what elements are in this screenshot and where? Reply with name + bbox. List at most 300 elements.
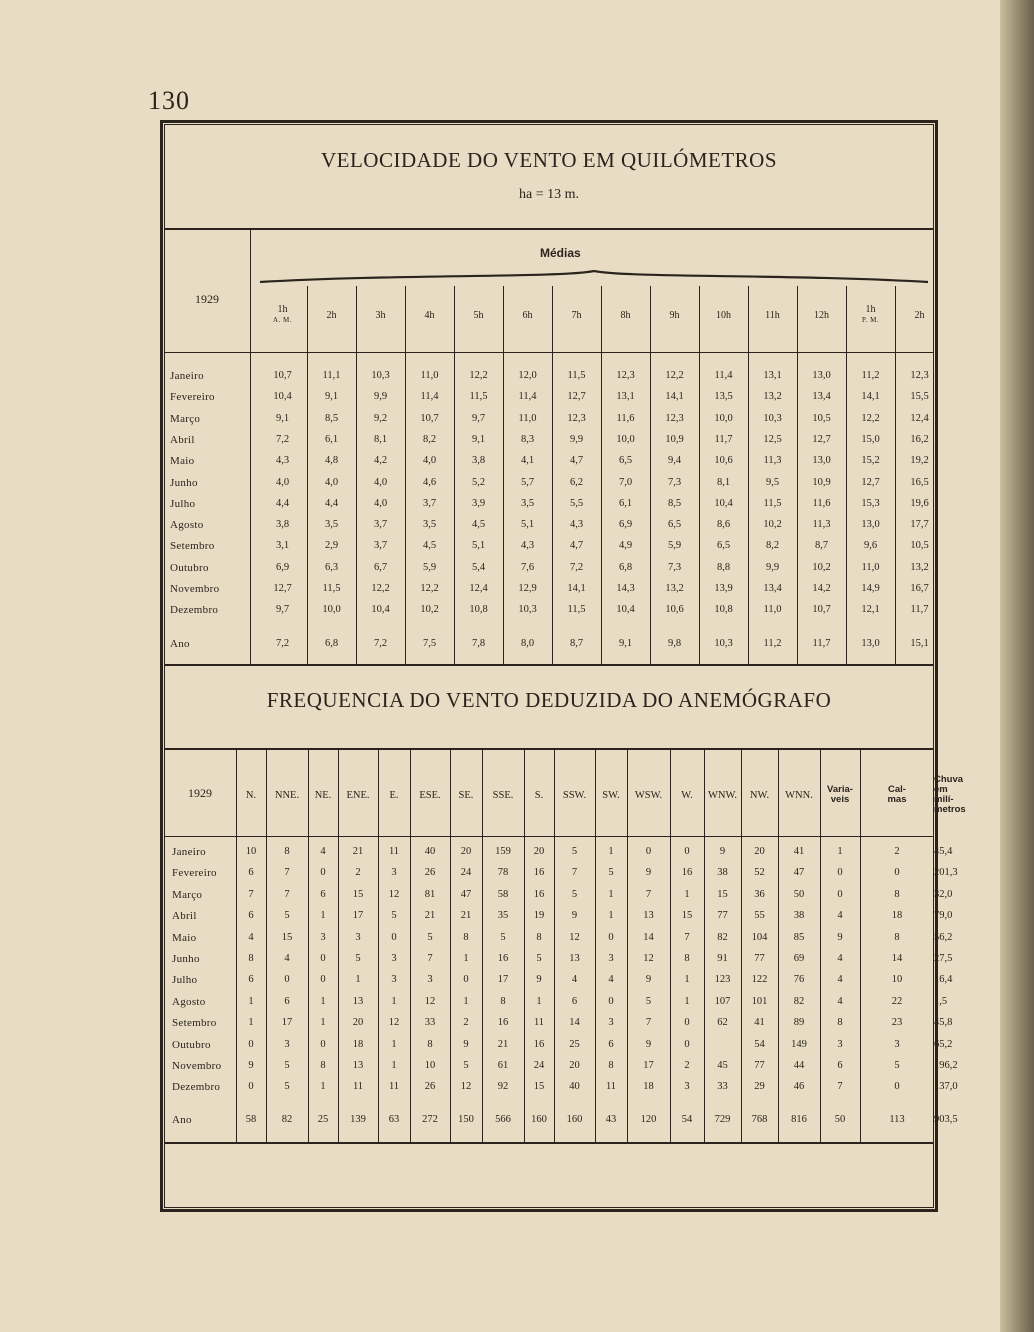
month-label: Novembro xyxy=(170,583,220,595)
velocity-total-cell: 9,8 xyxy=(667,638,682,649)
hour-label: 4h xyxy=(424,310,435,321)
frequency-cell: 82 xyxy=(717,931,728,943)
frequency-cell: 1 xyxy=(684,974,690,986)
frequency-cell: 11 xyxy=(533,1017,545,1029)
month-label: Fevereiro xyxy=(172,867,217,880)
frequency-cell: 5 xyxy=(571,846,578,857)
velocity-cell: 11,5 xyxy=(567,604,586,616)
frequency-total-cell: 903,5 xyxy=(934,1114,958,1125)
frequency-cell: 0 xyxy=(248,1081,254,1093)
velocity-cell: 10,4 xyxy=(616,604,635,616)
velocity-cell: 8,5 xyxy=(324,412,339,424)
medias-label: Médias xyxy=(540,246,581,260)
frequency-cell: 11 xyxy=(352,1081,364,1093)
frequency-cell: 7 xyxy=(284,888,290,900)
velocity-cell: 6,1 xyxy=(618,497,633,509)
velocity-cell: 9,1 xyxy=(324,391,339,403)
velocity-cell: 13,1 xyxy=(763,370,782,381)
frequency-cell: 3 xyxy=(427,974,433,986)
velocity-cell: 7,3 xyxy=(667,476,682,488)
frequency-cell: 1 xyxy=(391,1060,397,1071)
frequency-cell: 81 xyxy=(424,888,436,900)
frequency-cell: 8 xyxy=(320,1060,326,1071)
velocity-cell: 10,3 xyxy=(518,604,537,616)
velocity-cell: 19,6 xyxy=(910,497,929,509)
velocity-cell: 10,8 xyxy=(469,604,488,616)
frequency-year-label: 1929 xyxy=(188,786,212,800)
velocity-cell: 4,4 xyxy=(324,497,339,509)
frequency-cell: 45 xyxy=(717,1060,728,1071)
frequency-cell: 5 xyxy=(391,910,397,922)
frequency-cell: 4 xyxy=(837,995,843,1007)
velocity-cell: 4,7 xyxy=(569,455,584,467)
frequency-cell: 6 xyxy=(248,974,254,986)
frequency-cell: 10 xyxy=(424,1060,436,1071)
frequency-col-header: E. xyxy=(389,790,399,801)
velocity-cell: 6,5 xyxy=(667,519,682,531)
velocity-cell: 12,3 xyxy=(567,412,586,424)
velocity-cell: 4,1 xyxy=(520,455,535,467)
velocity-cell: 8,2 xyxy=(765,540,780,552)
frequency-cell: 0 xyxy=(837,867,843,879)
velocity-cell: 11,5 xyxy=(763,497,782,509)
velocity-cell: 11,7 xyxy=(714,433,733,445)
frequency-cell: 16,4 xyxy=(934,974,953,986)
frequency-col-header: N. xyxy=(245,790,257,801)
frequency-cell: 26 xyxy=(424,867,436,879)
frequency-cell: 0 xyxy=(645,846,652,857)
frequency-cell: 32,0 xyxy=(934,888,953,900)
velocity-cell: 6,3 xyxy=(324,561,339,573)
frequency-cell: 1 xyxy=(608,888,614,900)
velocity-cell: 10,7 xyxy=(812,604,831,616)
frequency-cell: 11 xyxy=(388,846,400,857)
frequency-cell: 17 xyxy=(352,910,364,922)
velocity-cell: 12,4 xyxy=(469,583,488,594)
frequency-cell: 0 xyxy=(608,995,614,1007)
frequency-col-header: ESE. xyxy=(419,790,441,801)
frequency-cell: 6 xyxy=(608,1038,614,1050)
frequency-cell: 1 xyxy=(837,846,843,857)
frequency-cell: 3 xyxy=(608,1017,614,1029)
frequency-cell: 5 xyxy=(427,931,433,943)
frequency-cell: 40 xyxy=(569,1081,580,1093)
frequency-cell: 0 xyxy=(608,931,614,943)
frequency-cell: 38 xyxy=(793,910,805,922)
frequency-cell: 9 xyxy=(248,1060,254,1071)
velocity-cell: 12,5 xyxy=(763,433,782,445)
velocity-cell: 7,2 xyxy=(569,561,584,573)
frequency-col-header: metros xyxy=(934,804,966,815)
velocity-total-cell: 8,0 xyxy=(520,638,535,649)
velocity-cell: 8,8 xyxy=(716,561,731,573)
frequency-col-header: SSE. xyxy=(492,790,514,801)
velocity-cell: 7,3 xyxy=(667,561,682,573)
velocity-cell: 11,0 xyxy=(763,604,782,616)
month-label: Julho xyxy=(170,497,196,510)
frequency-cell: 1 xyxy=(248,1017,254,1029)
frequency-cell: 13 xyxy=(352,1060,364,1071)
frequency-cell: 3 xyxy=(837,1038,843,1050)
velocity-cell: 14,9 xyxy=(861,583,880,594)
frequency-cell: 9 xyxy=(837,931,843,943)
month-label: Março xyxy=(172,888,203,901)
frequency-cell: 1,5 xyxy=(934,995,948,1007)
velocity-cell: 14,1 xyxy=(861,391,880,403)
frequency-col-header: milí- xyxy=(934,794,954,805)
frequency-cell: 5 xyxy=(355,953,361,964)
frequency-cell: 50 xyxy=(793,888,805,900)
frequency-cell: 17 xyxy=(497,974,509,986)
frequency-cell: 18 xyxy=(891,910,903,922)
month-label: Fevereiro xyxy=(170,391,215,404)
frequency-total-cell: 63 xyxy=(388,1114,400,1125)
frequency-cell: 4 xyxy=(320,846,326,857)
frequency-cell: 40 xyxy=(424,846,436,857)
frequency-cell: 14 xyxy=(891,953,903,964)
velocity-cell: 4,7 xyxy=(569,540,584,552)
velocity-cell: 6,2 xyxy=(569,476,584,488)
velocity-cell: 7,6 xyxy=(520,561,535,573)
frequency-total-cell: 43 xyxy=(605,1114,617,1125)
frequency-cell: 45,4 xyxy=(934,846,953,857)
frequency-cell: 76 xyxy=(793,974,805,986)
frequency-cell: 12 xyxy=(388,888,400,900)
frequency-cell: 8 xyxy=(463,931,469,943)
velocity-cell: 9,7 xyxy=(471,412,486,424)
velocity-subtitle: ha = 13 m. xyxy=(519,187,579,202)
frequency-cell: 27,5 xyxy=(934,953,953,964)
frequency-cell: 7 xyxy=(837,1081,843,1093)
velocity-cell: 14,3 xyxy=(616,583,635,594)
frequency-top-rule xyxy=(164,748,934,750)
frequency-cell: 159 xyxy=(495,846,511,857)
velocity-total-cell: 11,7 xyxy=(812,638,831,649)
velocity-cell: 3,5 xyxy=(422,519,437,531)
velocity-cell: 4,8 xyxy=(324,455,339,467)
velocity-cell: 4,3 xyxy=(275,455,290,467)
hour-header xyxy=(699,310,748,321)
velocity-cell: 12,9 xyxy=(518,583,537,594)
velocity-cell: 6,9 xyxy=(275,561,290,573)
frequency-cell: 6 xyxy=(571,995,578,1007)
velocity-cell: 9,9 xyxy=(373,391,388,403)
velocity-cell: 7,0 xyxy=(618,476,633,488)
month-label: Novembro xyxy=(172,1060,222,1072)
frequency-col-header: em xyxy=(934,784,948,795)
frequency-cell: 5 xyxy=(608,867,614,879)
frequency-cell: 46 xyxy=(793,1081,805,1093)
frequency-cell: 17 xyxy=(281,1017,293,1029)
velocity-cell: 3,9 xyxy=(471,497,486,509)
frequency-cell: 12 xyxy=(569,931,580,943)
velocity-cell: 13,2 xyxy=(763,391,782,403)
frequency-col-header: NE. xyxy=(314,790,332,801)
frequency-cell: 21 xyxy=(460,910,472,922)
velocity-cell: 11,1 xyxy=(322,370,341,381)
frequency-cell: 9 xyxy=(536,974,542,986)
velocity-cell: 5,4 xyxy=(471,561,486,573)
frequency-cell: 4 xyxy=(837,974,843,986)
velocity-total-cell: 13,0 xyxy=(861,638,880,649)
velocity-cell: 11,2 xyxy=(861,370,880,381)
frequency-cell: 62 xyxy=(717,1017,728,1029)
frequency-cell: 3 xyxy=(391,974,397,986)
hour-sublabel: P. M. xyxy=(861,316,880,324)
total-label: Ano xyxy=(170,638,190,650)
frequency-cell: 58 xyxy=(497,888,509,900)
frequency-cell: 8 xyxy=(427,1038,433,1050)
velocity-cell: 8,1 xyxy=(373,433,388,445)
frequency-cell: 54 xyxy=(754,1038,765,1050)
frequency-cell: 23 xyxy=(891,1017,903,1029)
frequency-col-header: Varia- xyxy=(827,784,853,795)
hour-header xyxy=(748,310,797,321)
hour-header xyxy=(503,310,552,321)
frequency-cell: 44 xyxy=(793,1060,805,1071)
velocity-year-label: 1929 xyxy=(195,292,219,306)
frequency-cell: 0 xyxy=(320,974,326,986)
frequency-cell: 2 xyxy=(894,846,900,857)
frequency-cell: 8 xyxy=(894,931,900,943)
frequency-col-header: WNW. xyxy=(707,790,738,801)
month-label: Agosto xyxy=(170,519,204,532)
frequency-cell: 4 xyxy=(284,953,290,964)
frequency-cell: 10 xyxy=(245,846,257,857)
velocity-cell: 10,9 xyxy=(812,476,831,488)
velocity-cell: 12,2 xyxy=(861,412,880,424)
hour-label: 12h xyxy=(814,310,829,321)
hour-label: 11h xyxy=(765,310,780,321)
frequency-cell: 38 xyxy=(717,867,728,879)
velocity-cell: 9,1 xyxy=(471,433,486,445)
hour-label: 5h xyxy=(473,310,484,321)
frequency-cell: 0 xyxy=(248,1038,254,1050)
frequency-cell: 5 xyxy=(284,1060,290,1071)
frequency-cell: 79,0 xyxy=(934,910,953,922)
velocity-cell: 11,6 xyxy=(812,497,831,509)
velocity-cell: 13,0 xyxy=(812,455,831,467)
velocity-cell: 4,4 xyxy=(275,497,290,509)
velocity-cell: 3,5 xyxy=(324,519,339,531)
velocity-cell: 19,2 xyxy=(910,455,929,467)
hour-label: 2h xyxy=(326,310,337,321)
frequency-cell: 52 xyxy=(754,867,765,879)
frequency-cell: 24 xyxy=(533,1060,545,1071)
frequency-total-cell: 139 xyxy=(350,1114,366,1125)
velocity-cell: 13,2 xyxy=(665,583,684,594)
frequency-cell: 122 xyxy=(751,974,768,986)
velocity-cell: 9,9 xyxy=(765,561,780,573)
velocity-cell: 12,2 xyxy=(665,370,684,381)
month-label: Julho xyxy=(172,974,198,987)
velocity-cell: 11,3 xyxy=(763,455,782,467)
velocity-cell: 10,0 xyxy=(616,433,635,445)
frequency-cell: 1 xyxy=(684,995,690,1007)
frequency-col-header: Chuva xyxy=(934,774,964,785)
frequency-cell: 5 xyxy=(284,910,290,922)
hour-header xyxy=(846,304,895,326)
frequency-total-cell: 82 xyxy=(281,1114,293,1125)
frequency-cell: 196,2 xyxy=(934,1060,958,1071)
frequency-cell: 8 xyxy=(894,888,900,900)
frequency-cell: 33 xyxy=(717,1081,728,1093)
hour-label: 10h xyxy=(716,310,731,321)
month-label: Setembro xyxy=(170,540,215,553)
velocity-cell: 12,7 xyxy=(273,583,292,594)
frequency-cell: 12 xyxy=(643,953,654,964)
velocity-cell: 10,4 xyxy=(273,391,292,403)
velocity-cell: 8,1 xyxy=(716,476,731,488)
frequency-cell: 149 xyxy=(791,1038,807,1050)
velocity-cell: 11,0 xyxy=(861,561,880,573)
frequency-cell: 8 xyxy=(284,846,290,857)
velocity-cell: 3,7 xyxy=(422,497,437,509)
velocity-cell: 4,0 xyxy=(324,476,339,488)
frequency-cell: 12 xyxy=(424,995,436,1007)
month-label: Abril xyxy=(172,910,197,923)
velocity-cell: 6,9 xyxy=(618,519,633,531)
velocity-header-rule xyxy=(164,352,934,353)
frequency-cell: 20 xyxy=(754,846,765,857)
frequency-cell: 16 xyxy=(497,953,509,964)
velocity-cell: 12,1 xyxy=(861,604,880,616)
velocity-total-cell: 11,2 xyxy=(763,638,782,649)
velocity-cell: 13,0 xyxy=(861,519,880,531)
velocity-col-rule xyxy=(250,228,251,664)
velocity-cell: 6,8 xyxy=(618,561,633,573)
frequency-cell: 7 xyxy=(427,953,433,964)
frequency-cell: 3 xyxy=(608,953,614,964)
frequency-cell: 0 xyxy=(684,846,690,857)
velocity-cell: 14,1 xyxy=(567,583,586,594)
frequency-cell: 7 xyxy=(248,888,254,900)
frequency-cell: 0 xyxy=(684,1038,690,1050)
frequency-cell: 16 xyxy=(533,867,545,879)
frequency-cell: 8 xyxy=(248,953,254,964)
hour-header xyxy=(552,310,601,321)
frequency-cell: 6 xyxy=(320,888,326,900)
frequency-cell: 1 xyxy=(684,888,690,900)
month-label: Dezembro xyxy=(170,604,219,617)
frequency-cell: 1 xyxy=(608,910,614,922)
hour-header xyxy=(797,310,846,321)
frequency-header-rule xyxy=(164,836,934,837)
velocity-cell: 11,5 xyxy=(322,583,341,594)
velocity-cell: 4,0 xyxy=(422,455,437,467)
frequency-total-cell: 729 xyxy=(714,1114,731,1125)
frequency-cell: 36 xyxy=(754,888,765,900)
frequency-cell: 5 xyxy=(463,1060,469,1071)
velocity-cell: 8,2 xyxy=(422,433,437,445)
frequency-cell: 41 xyxy=(754,1017,765,1029)
frequency-cell: 15 xyxy=(281,931,293,943)
velocity-cell: 11,0 xyxy=(420,370,439,381)
velocity-total-cell: 6,8 xyxy=(324,638,339,649)
frequency-cell: 47 xyxy=(460,888,472,900)
frequency-cell: 92 xyxy=(497,1081,509,1093)
frequency-cell: 6 xyxy=(248,910,254,922)
velocity-cell: 10,2 xyxy=(420,604,439,616)
velocity-cell: 12,7 xyxy=(861,476,880,488)
velocity-cell: 13,0 xyxy=(812,370,831,381)
hour-sublabel: A. M. xyxy=(272,316,293,324)
frequency-cell: 15 xyxy=(352,888,364,900)
velocity-total-cell: 15,1 xyxy=(910,638,929,649)
hour-header xyxy=(258,304,307,326)
frequency-cell: 56,2 xyxy=(934,931,953,943)
month-label: Maio xyxy=(172,931,197,944)
month-label: Junho xyxy=(172,953,200,965)
velocity-cell: 13,4 xyxy=(812,391,831,403)
velocity-cell: 13,9 xyxy=(714,583,733,594)
velocity-total-cell: 8,7 xyxy=(569,638,584,649)
frequency-cell: 2 xyxy=(463,1017,469,1029)
velocity-cell: 3,8 xyxy=(471,455,486,467)
frequency-cell: 1 xyxy=(463,995,469,1007)
frequency-cell: 41 xyxy=(793,846,805,857)
frequency-cell: 201,3 xyxy=(934,867,958,879)
velocity-cell: 14,1 xyxy=(665,391,684,403)
velocity-total-cell: 9,1 xyxy=(618,638,633,649)
hour-header xyxy=(601,310,650,321)
velocity-cell: 5,1 xyxy=(520,519,535,531)
velocity-cell: 8,7 xyxy=(814,540,829,552)
frequency-cell: 8 xyxy=(500,995,506,1007)
page-number: 130 xyxy=(148,86,190,115)
hour-label: 9h xyxy=(669,310,680,321)
velocity-cell: 6,7 xyxy=(373,561,388,573)
frequency-cell: 18 xyxy=(643,1081,654,1093)
frequency-cell: 9 xyxy=(463,1038,469,1050)
hour-label: 2h xyxy=(914,310,925,321)
velocity-cell: 4,5 xyxy=(471,519,486,531)
frequency-cell: 16 xyxy=(497,1017,509,1029)
velocity-cell: 10,4 xyxy=(371,604,390,616)
frequency-total-cell: 50 xyxy=(834,1114,846,1125)
frequency-col-header: NNE. xyxy=(274,790,300,801)
velocity-cell: 10,3 xyxy=(763,412,782,424)
frequency-cell: 9 xyxy=(571,910,578,922)
velocity-cell: 3,1 xyxy=(275,540,290,552)
frequency-cell: 25 xyxy=(569,1038,580,1050)
frequency-cell: 8 xyxy=(608,1060,614,1071)
page-edge xyxy=(1000,0,1034,1332)
frequency-cell: 15 xyxy=(681,910,693,922)
velocity-cell: 5,9 xyxy=(667,540,682,552)
frequency-cell: 9 xyxy=(645,974,652,986)
frequency-cell: 16 xyxy=(681,867,693,879)
velocity-cell: 4,9 xyxy=(618,540,633,552)
frequency-cell: 77 xyxy=(717,910,728,922)
velocity-cell: 4,5 xyxy=(422,540,437,552)
frequency-cell: 1 xyxy=(320,910,326,922)
frequency-cell: 82 xyxy=(793,995,805,1007)
frequency-cell: 7 xyxy=(645,888,652,900)
velocity-cell: 12,3 xyxy=(665,412,684,424)
velocity-cell: 6,1 xyxy=(324,433,339,445)
frequency-cell: 6 xyxy=(284,995,290,1007)
velocity-cell: 12,3 xyxy=(910,370,929,381)
frequency-cell: 1 xyxy=(320,995,326,1007)
frequency-col-header: W. xyxy=(681,790,693,801)
frequency-cell: 17 xyxy=(643,1060,654,1071)
frequency-cell: 3 xyxy=(391,953,397,964)
velocity-cell: 15,5 xyxy=(910,391,929,403)
frequency-cell: 18 xyxy=(352,1038,364,1050)
frequency-cell: 10 xyxy=(891,974,903,986)
velocity-cell: 5,2 xyxy=(471,476,486,488)
